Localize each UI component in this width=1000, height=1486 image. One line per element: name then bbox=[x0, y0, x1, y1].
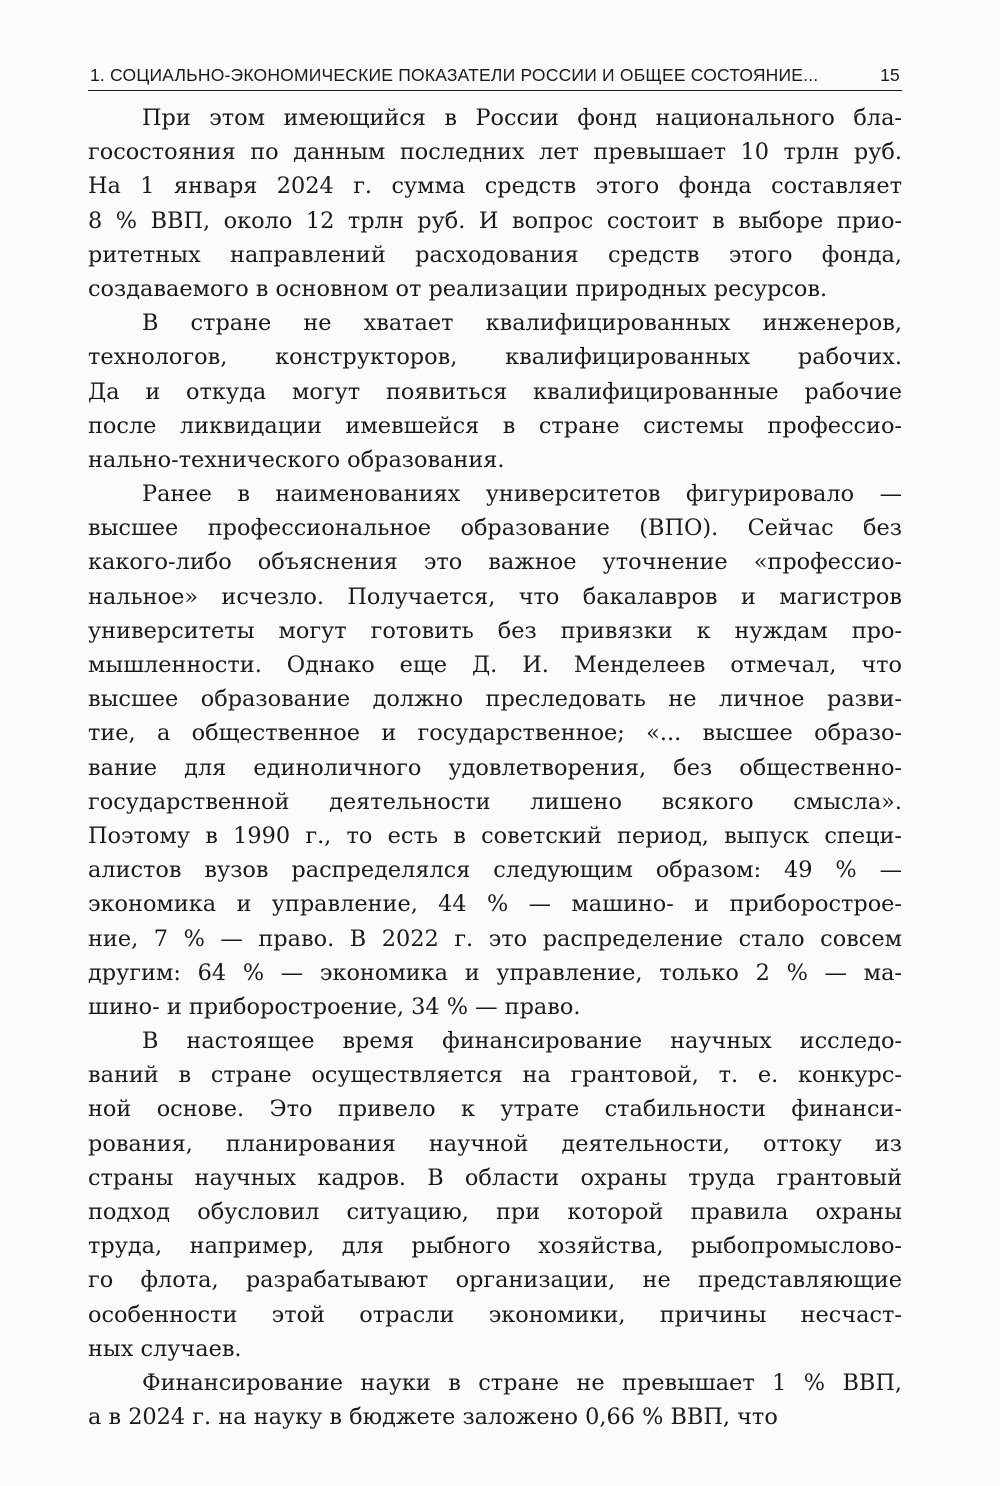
text-line: го флота, разрабатывают организации, не представляющие bbox=[88, 1267, 902, 1294]
body-text bbox=[88, 101, 902, 1434]
text-line: ных случаев. bbox=[88, 1335, 242, 1362]
text-line: В настоящее время финансирование научных исследо- bbox=[142, 1028, 902, 1055]
text-line: создаваемого в основном от реализации природных ресурсов. bbox=[88, 275, 828, 302]
text-line: высшее образование должно преследовать не личное разви- bbox=[88, 686, 902, 713]
text-line: Финансирование науки в стране не превышает 1 % ВВП, bbox=[142, 1369, 902, 1396]
text-line: технологов, конструкторов, квалифицированных рабочих. bbox=[88, 344, 902, 371]
text-line: алистов вузов распределялся следующим образом: 49 % — bbox=[88, 857, 902, 884]
paragraph bbox=[88, 477, 902, 1024]
text-line: высшее профессиональное образование (ВПО). Сейчас без bbox=[88, 515, 902, 542]
text-line: На 1 января 2024 г. сумма средств этого фонда составляет bbox=[88, 173, 902, 200]
text-line: рования, планирования научной деятельности, оттоку из bbox=[88, 1130, 902, 1157]
paragraph bbox=[88, 1024, 902, 1366]
text-line: шино- и приборостроение, 34 % — право. bbox=[88, 993, 581, 1020]
text-line: университеты могут готовить без привязки к нуждам про- bbox=[88, 617, 902, 644]
text-line: ной основе. Это привело к утрате стабильности финанси- bbox=[88, 1096, 902, 1123]
text-line: В стране не хватает квалифицированных инженеров, bbox=[142, 310, 902, 337]
text-line: мышленности. Однако еще Д. И. Менделеев отмечал, что bbox=[88, 652, 902, 678]
text-line: экономика и управление, 44 % — машино- и приборострое- bbox=[88, 891, 902, 918]
text-line: вание для единоличного удовлетворения, без общественно- bbox=[88, 754, 902, 781]
text-line: Да и откуда могут появиться квалифицированные рабочие bbox=[88, 378, 902, 405]
page-number: 15 bbox=[880, 65, 900, 85]
running-header bbox=[88, 62, 902, 91]
text-line: страны научных кадров. В области охраны труда грантовый bbox=[88, 1164, 902, 1191]
text-line: а в 2024 г. на науку в бюджете заложено 0,66 % ВВП, что bbox=[88, 1404, 778, 1431]
text-line: государственной деятельности лишено всякого смысла». bbox=[88, 788, 902, 815]
text-line: особенности этой отрасли экономики, причины несчаст- bbox=[88, 1301, 902, 1328]
chapter-title: 1. СОЦИАЛЬНО-ЭКОНОМИЧЕСКИЕ ПОКАЗАТЕЛИ РОССИИ И ОБЩЕЕ СОСТОЯНИЕ... bbox=[90, 65, 819, 85]
text-line: тие, а общественное и государственное; «... высшее образо- bbox=[88, 720, 902, 747]
text-line: другим: 64 % — экономика и управление, только 2 % — ма- bbox=[88, 959, 902, 986]
paragraph bbox=[88, 306, 902, 477]
text-line: госостояния по данным последних лет превышает 10 трлн руб. bbox=[88, 139, 902, 166]
text-line: труда, например, для рыбного хозяйства, рыбопромыслово- bbox=[88, 1233, 902, 1260]
text-line: ритетных направлений расходования средств этого фонда, bbox=[88, 241, 902, 268]
text-line: подход обусловил ситуацию, при которой правила охраны bbox=[88, 1199, 902, 1225]
text-line: При этом имеющийся в России фонд национального бла- bbox=[142, 105, 902, 131]
paragraph bbox=[88, 101, 902, 306]
text-line: ние, 7 % — право. В 2022 г. это распределение стало совсем bbox=[88, 925, 902, 952]
text-line: после ликвидации имевшейся в стране системы профессио- bbox=[88, 412, 902, 439]
paragraph bbox=[88, 1366, 902, 1434]
text-line: ваний в стране осуществляется на грантовой, т. е. конкурс- bbox=[88, 1062, 902, 1089]
text-line: Поэтому в 1990 г., то есть в советский период, выпуск специ- bbox=[88, 822, 902, 849]
text-line: какого-либо объяснения это важное уточнение «профессио- bbox=[88, 549, 902, 576]
text-line: 8 % ВВП, около 12 трлн руб. И вопрос состоит в выборе прио- bbox=[88, 207, 902, 234]
text-line: нально-технического образования. bbox=[88, 446, 505, 473]
text-line: нальное» исчезло. Получается, что бакалавров и магистров bbox=[88, 583, 902, 610]
text-line: Ранее в наименованиях университетов фигурировало — bbox=[142, 481, 902, 508]
